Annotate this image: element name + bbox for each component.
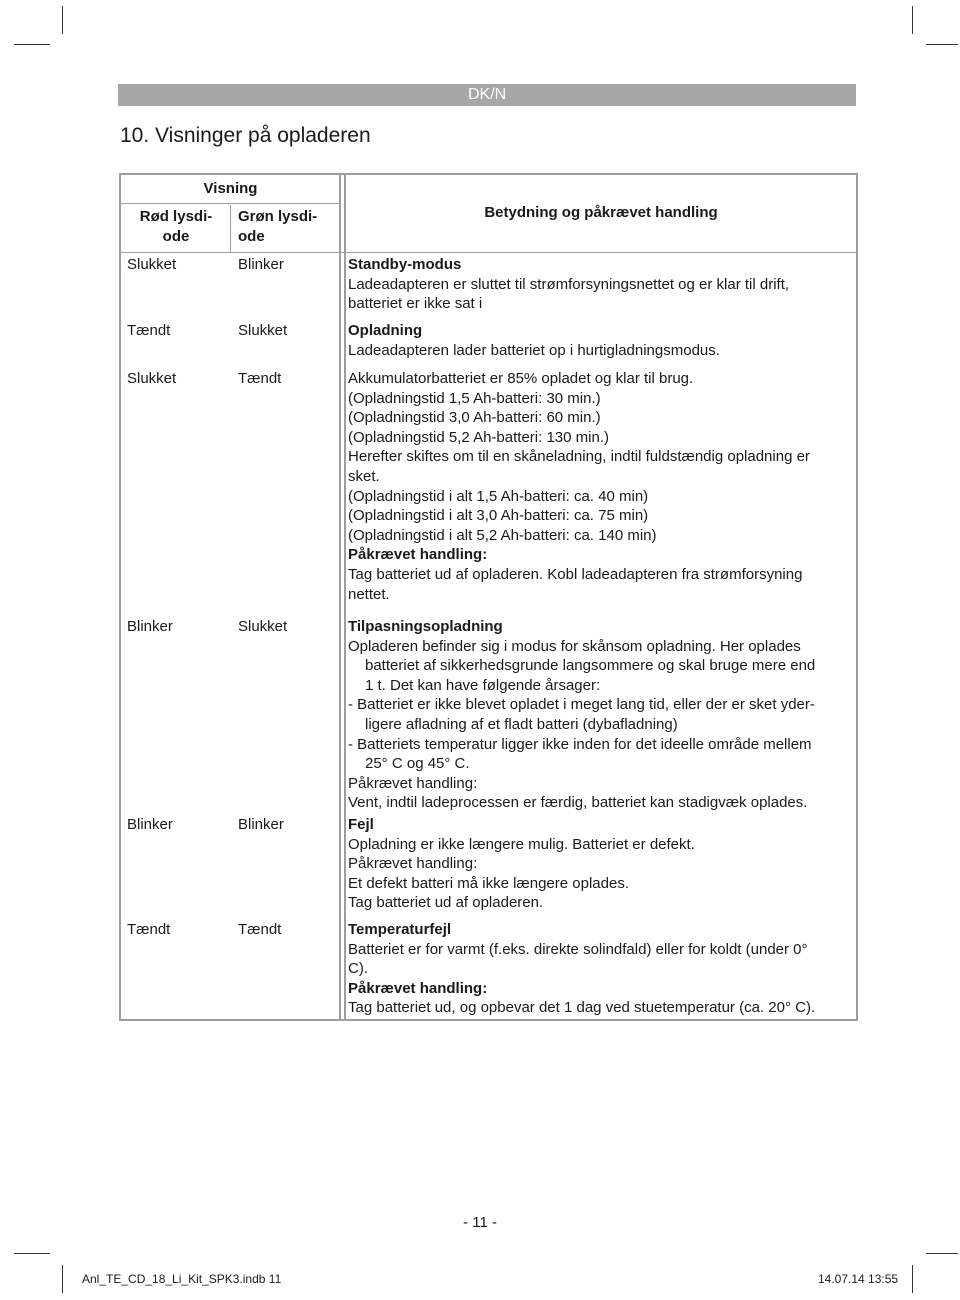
- meaning-line: Et defekt batteri må ikke længere oplades.: [348, 874, 629, 892]
- crop-mark: [926, 44, 958, 45]
- meaning-line: Opladning er ikke længere mulig. Batteriet er defekt.: [348, 835, 695, 853]
- header-visning: Visning: [203, 180, 258, 197]
- table-cell-green-led: Slukket: [238, 618, 288, 635]
- header-meaning: Betydning og påkrævet handling: [484, 204, 718, 221]
- crop-mark: [14, 44, 50, 45]
- column-divider: [339, 175, 341, 1019]
- meaning-line: Tag batteriet ud, og opbevar det 1 dag ved stuetemperatur (ca. 20° C).: [348, 999, 816, 1017]
- meaning-line: (Opladningstid i alt 5,2 Ah-batteri: ca. 140 min): [348, 526, 657, 544]
- meaning-line: Akkumulatorbatteriet er 85% opladet og klar til brug.: [348, 370, 694, 387]
- header-divider: [121, 252, 856, 253]
- language-tag: DK/N: [468, 86, 507, 103]
- table-cell-red-led: Tændt: [127, 921, 171, 938]
- meaning-line: Fejl: [348, 816, 374, 833]
- crop-mark: [926, 1253, 958, 1254]
- table-cell-green-led: Blinker: [238, 256, 284, 273]
- meaning-line: Påkrævet handling:: [348, 855, 478, 873]
- crop-mark: [62, 6, 63, 34]
- meaning-line: (Opladningstid i alt 3,0 Ah-batteri: ca. 75 min): [348, 507, 649, 525]
- table-cell-meaning: [348, 920, 858, 1018]
- table-cell-meaning: [348, 369, 858, 604]
- meaning-line: sket.: [348, 467, 380, 485]
- crop-mark: [14, 1253, 50, 1254]
- footer-file: Anl_TE_CD_18_Li_Kit_SPK3.indb 11: [82, 1272, 282, 1286]
- meaning-line: Tilpasningsopladning: [348, 618, 503, 635]
- crop-mark: [62, 1265, 63, 1293]
- meaning-line: (Opladningstid 5,2 Ah-batteri: 130 min.): [348, 428, 609, 446]
- page-number: - 11 -: [463, 1214, 497, 1231]
- header-red-led: Rød lysdi- ode: [139, 208, 213, 245]
- table-cell-green-led: Tændt: [238, 921, 282, 938]
- table-cell-meaning: [348, 617, 858, 813]
- table-cell-green-led: Tændt: [238, 370, 282, 387]
- column-divider: [344, 175, 346, 1019]
- meaning-line: (Opladningstid 1,5 Ah-batteri: 30 min.): [348, 389, 601, 407]
- table-cell-red-led: Blinker: [127, 816, 173, 833]
- meaning-line: Påkrævet handling:: [348, 979, 488, 997]
- footer-date: 14.07.14 13:55: [818, 1272, 899, 1286]
- meaning-line: C).: [348, 960, 368, 978]
- table-cell-red-led: Blinker: [127, 618, 173, 635]
- meaning-line: Tag batteriet ud af opladeren. Kobl ladeadapteren fra strømforsyning: [348, 565, 803, 583]
- meaning-line: batteriet af sikkerhedsgrunde langsommere og skal bruge mere end: [365, 657, 816, 675]
- meaning-line: Opladning: [348, 322, 423, 339]
- meaning-line: (Opladningstid 3,0 Ah-batteri: 60 min.): [348, 409, 601, 427]
- crop-mark: [912, 1265, 913, 1293]
- meaning-line: nettet.: [348, 585, 390, 603]
- display-table: [119, 173, 858, 1021]
- meaning-line: Påkrævet handling:: [348, 774, 478, 792]
- meaning-line: 1 t. Det kan have følgende årsager:: [365, 676, 601, 694]
- table-cell-green-led: Blinker: [238, 816, 284, 833]
- meaning-line: 25° C og 45° C.: [365, 755, 470, 773]
- table-cell-meaning: [348, 815, 858, 913]
- table-cell-red-led: Slukket: [127, 370, 177, 387]
- meaning-line: Ladeadapteren er sluttet til strømforsyningsnettet og er klar til drift,: [348, 275, 790, 293]
- meaning-line: Ladeadapteren lader batteriet op i hurtigladningsmodus.: [348, 341, 720, 359]
- meaning-line: (Opladningstid i alt 1,5 Ah-batteri: ca. 40 min): [348, 487, 649, 505]
- meaning-line: Vent, indtil ladeprocessen er færdig, batteriet kan stadigvæk oplades.: [348, 794, 808, 812]
- meaning-line: - Batteriets temperatur ligger ikke inden for det ideelle område mellem: [348, 735, 812, 753]
- meaning-line: Herefter skiftes om til en skåneladning, indtil fuldstændig opladning er: [348, 448, 810, 466]
- header-green-led: Grøn lysdi- ode: [238, 208, 318, 245]
- meaning-line: - Batteriet er ikke blevet opladet i meget lang tid, eller der er sket yder-: [348, 696, 815, 714]
- meaning-line: Opladeren befinder sig i modus for skånsom opladning. Her oplades: [348, 637, 801, 655]
- section-title: 10. Visninger på opladeren: [120, 124, 371, 147]
- table-cell-red-led: Slukket: [127, 256, 177, 273]
- meaning-line: Påkrævet handling:: [348, 546, 488, 564]
- table-cell-green-led: Slukket: [238, 322, 288, 339]
- meaning-line: Temperaturfejl: [348, 921, 452, 938]
- language-header-bar: [118, 84, 856, 106]
- meaning-line: Tag batteriet ud af opladeren.: [348, 894, 544, 912]
- table-cell-meaning: [348, 321, 858, 360]
- table-cell-meaning: [348, 255, 858, 314]
- meaning-line: Standby-modus: [348, 256, 462, 273]
- table-cell-red-led: Tændt: [127, 322, 171, 339]
- meaning-line: ligere afladning af et fladt batteri (dybafladning): [365, 715, 678, 733]
- meaning-line: batteriet er ikke sat i: [348, 295, 483, 313]
- header-divider: [121, 203, 340, 204]
- meaning-line: Batteriet er for varmt (f.eks. direkte solindfald) eller for koldt (under 0°: [348, 940, 808, 958]
- crop-mark: [912, 6, 913, 34]
